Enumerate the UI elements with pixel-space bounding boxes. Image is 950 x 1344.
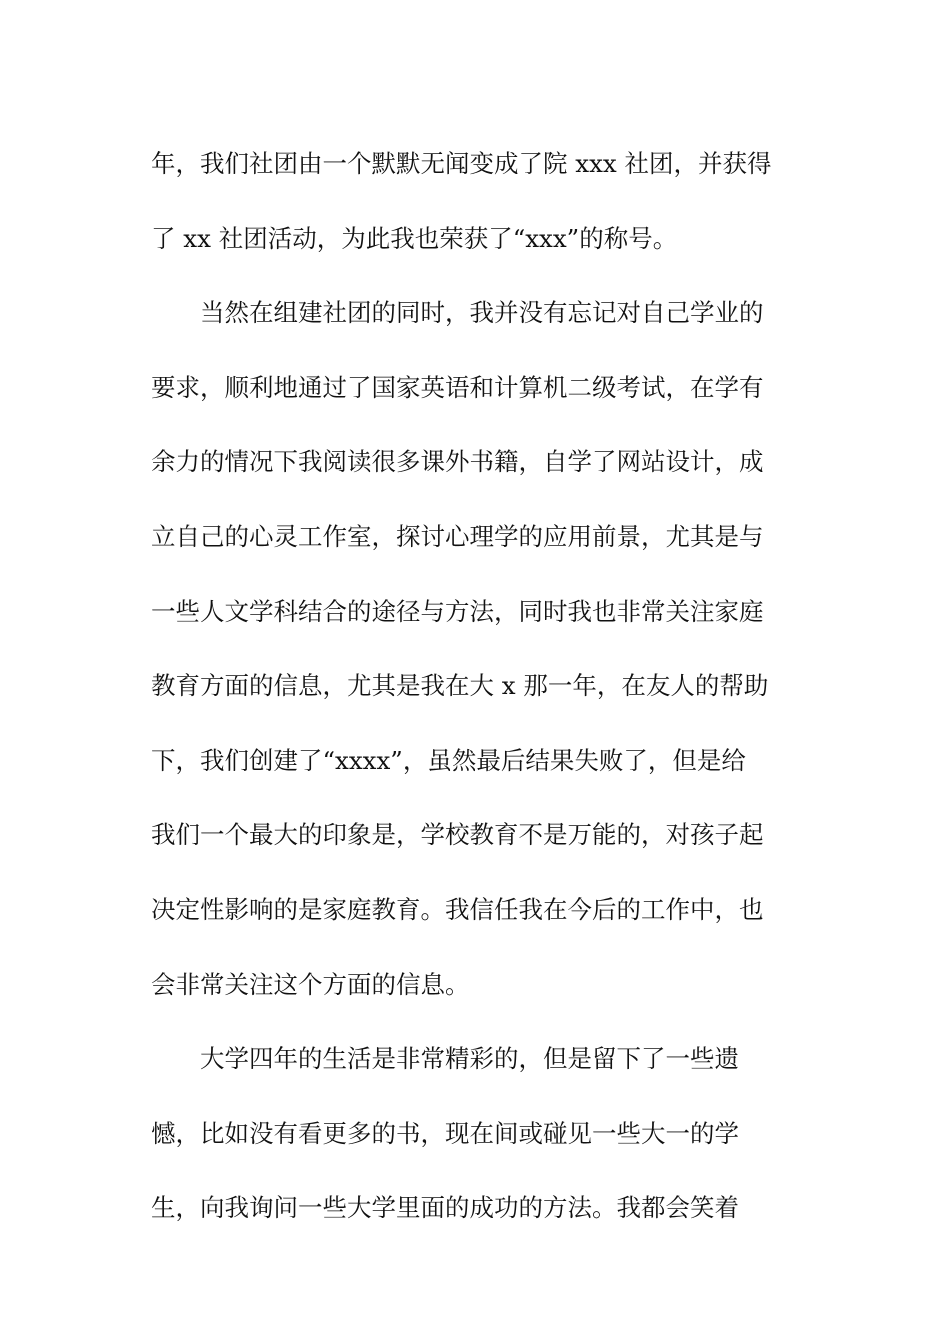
text-line: 了 xx 社团活动，为此我也荣获了“xxx”的称号。 xyxy=(151,223,678,253)
text-line: 立自己的心灵工作室，探讨心理学的应用前景，尤其是与 xyxy=(151,521,764,551)
text-line: 会非常关注这个方面的信息。 xyxy=(151,969,470,999)
text-line: 决定性影响的是家庭教育。我信任我在今后的工作中，也 xyxy=(151,894,764,924)
text-line: 下，我们创建了“xxxx”，虽然最后结果失败了，但是给 xyxy=(151,745,746,775)
text-line: 教育方面的信息，尤其是我在大 x 那一年，在友人的帮助 xyxy=(151,671,769,701)
text-line: 年，我们社团由一个默默无闻变成了院 xxx 社团，并获得 xyxy=(151,149,772,178)
body-text xyxy=(151,127,811,1246)
paragraph-start-line: 大学四年的生活是非常精彩的，但是留下了一些遗 xyxy=(200,1044,739,1074)
paragraph-start-line: 当然在组建社团的同时，我并没有忘记对自己学业的 xyxy=(200,298,764,328)
text-line: 一些人文学科结合的途径与方法，同时我也非常关注家庭 xyxy=(151,596,764,626)
text-line: 要求，顺利地通过了国家英语和计算机二级考试，在学有 xyxy=(151,372,764,402)
text-line: 生，向我询问一些大学里面的成功的方法。我都会笑着 xyxy=(151,1193,739,1223)
text-line: 憾，比如没有看更多的书，现在间或碰见一些大一的学 xyxy=(151,1118,739,1148)
text-line: 我们一个最大的印象是，学校教育不是万能的，对孩子起 xyxy=(151,820,764,850)
text-line: 余力的情况下我阅读很多课外书籍，自学了网站设计，成 xyxy=(151,447,764,477)
